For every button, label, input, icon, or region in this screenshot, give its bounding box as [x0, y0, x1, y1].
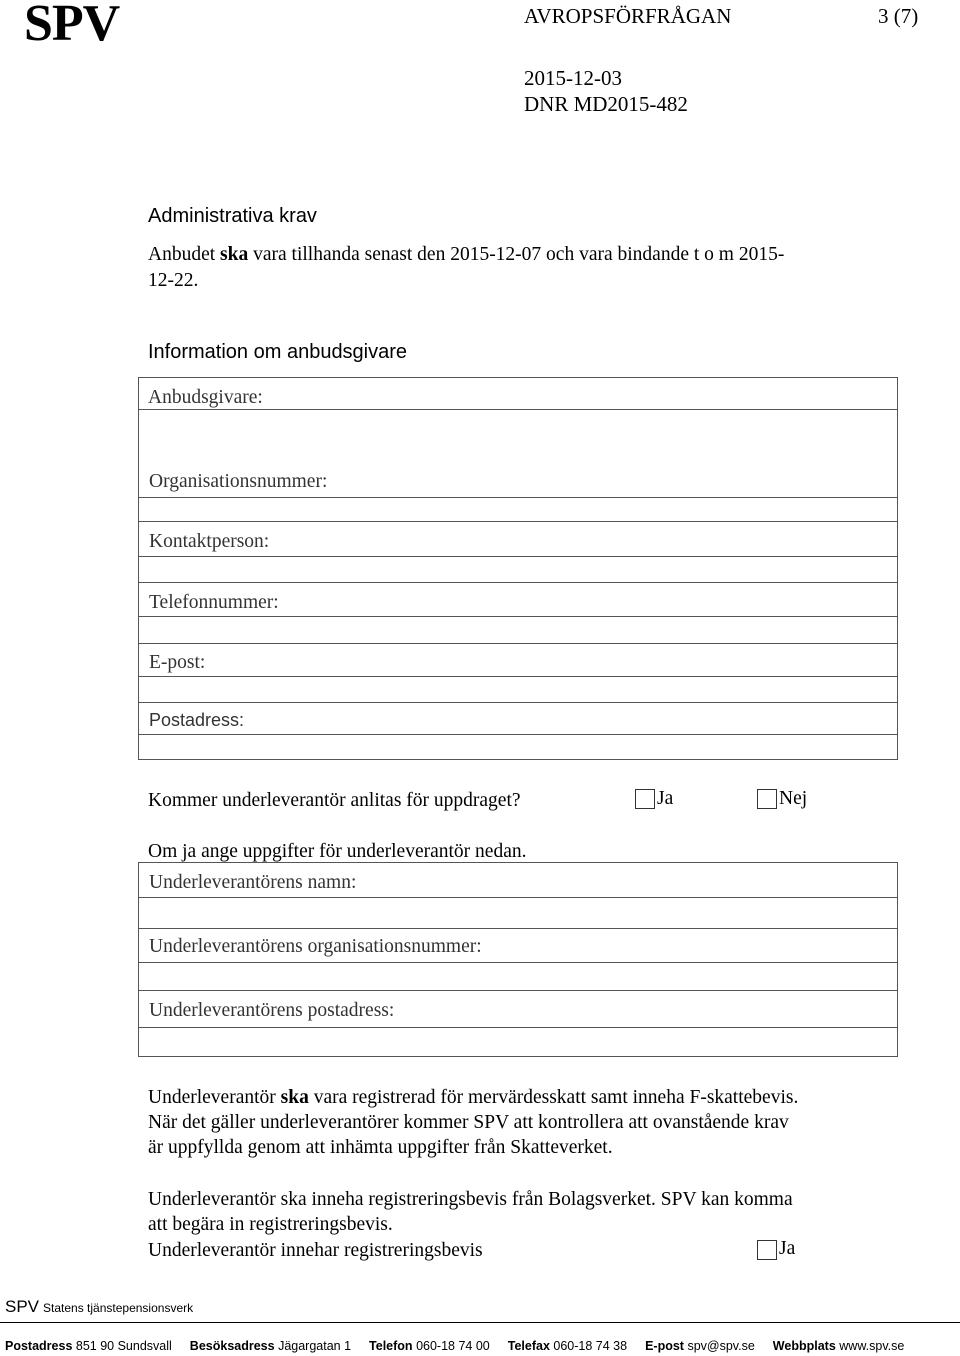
form-divider — [139, 990, 897, 991]
footer-label: Telefax — [507, 1339, 550, 1353]
form-divider — [139, 928, 897, 929]
subcontractor-no-label: Nej — [779, 788, 808, 809]
admin-text: vara tillhanda senast den 2015-12-07 och vara bindande t o m 2015- — [248, 244, 785, 265]
form-divider — [139, 497, 897, 498]
bidder-info-form — [138, 377, 898, 760]
vat-requirement — [148, 1085, 798, 1110]
subcontractor-yes-checkbox[interactable] — [635, 789, 655, 809]
bidder-name-field[interactable] — [141, 411, 895, 495]
form-divider — [139, 897, 897, 898]
contact-field[interactable] — [141, 558, 895, 580]
phone-label: Telefonnummer: — [149, 592, 279, 613]
footer-label: E-post — [645, 1339, 684, 1353]
registration-line2: att begära in registreringsbevis. — [148, 1214, 393, 1235]
orgnr-field[interactable] — [141, 499, 895, 519]
form-divider — [139, 521, 897, 522]
footer-value: Jägargatan 1 — [278, 1339, 352, 1353]
footer-org-full: Statens tjänstepensionsverk — [43, 1301, 194, 1315]
page-number: 3 (7) — [878, 4, 919, 28]
has-registration-question: Underleverantör innehar registreringsbevis — [148, 1240, 483, 1261]
form-divider — [139, 556, 897, 557]
footer-label: Webbplats — [772, 1339, 836, 1353]
form-divider — [139, 702, 897, 703]
sub-postal-label: Underleverantörens postadress: — [149, 1000, 395, 1021]
orgnr-label: Organisationsnummer: — [149, 471, 328, 492]
footer-website-link[interactable]: www.spv.se — [839, 1339, 905, 1353]
footer-label: Besöksadress — [189, 1339, 275, 1353]
req-bold-text: ska — [280, 1087, 309, 1108]
subcontractor-form — [138, 862, 898, 1057]
footer-label: Telefon — [369, 1339, 413, 1353]
admin-text: Anbudet — [148, 244, 221, 265]
footer-value: 851 90 Sundsvall — [75, 1339, 172, 1353]
sub-name-field[interactable] — [141, 899, 895, 926]
contact-label: Kontaktperson: — [149, 531, 270, 552]
sub-name-label: Underleverantörens namn: — [149, 872, 357, 893]
control-line2: är uppfyllda genom att inhämta uppgifter från Skatteverket. — [148, 1137, 613, 1158]
document-date: 2015-12-03 — [524, 66, 622, 90]
subcontractor-instruction: Om ja ange uppgifter för underleverantör nedan. — [148, 841, 527, 862]
admin-deadline-line2: 12-22. — [148, 270, 199, 291]
footer-value: 060-18 74 00 — [416, 1339, 490, 1353]
info-heading: Information om anbudsgivare — [148, 341, 408, 363]
form-divider — [139, 582, 897, 583]
subcontractor-question: Kommer underleverantör anlitas för uppdraget? — [148, 790, 521, 811]
control-line1: När det gäller underleverantörer kommer SPV att kontrollera att ovanstående krav — [148, 1112, 789, 1133]
footer-email-link[interactable]: spv@spv.se — [687, 1339, 755, 1353]
subcontractor-no-checkbox[interactable] — [757, 789, 777, 809]
footer-org-abbr: SPV — [5, 1297, 40, 1316]
sub-orgnr-label: Underleverantörens organisationsnummer: — [149, 936, 482, 957]
spv-logo: SPV — [24, 0, 120, 52]
form-divider — [139, 616, 897, 617]
sub-postal-field[interactable] — [141, 1029, 895, 1055]
footer-organization — [5, 1297, 193, 1317]
admin-bold-text: ska — [220, 244, 249, 265]
footer-value: 060-18 74 38 — [553, 1339, 628, 1353]
footer-contact-info — [5, 1339, 904, 1353]
document-dnr: DNR MD2015-482 — [524, 92, 688, 116]
sub-orgnr-field[interactable] — [141, 964, 895, 988]
email-label: E-post: — [149, 652, 206, 673]
subcontractor-yes-label: Ja — [657, 788, 674, 809]
req-text: vara registrerad för mervärdesskatt samt inneha F-skattebevis. — [308, 1087, 799, 1108]
document-type: AVROPSFÖRFRÅGAN — [524, 4, 732, 28]
footer-label: Postadress — [5, 1339, 73, 1353]
anbudsgivare-label: Anbudsgivare: — [148, 387, 263, 408]
postal-address-label: Postadress: — [149, 710, 245, 730]
admin-deadline-line1 — [148, 242, 784, 267]
form-divider — [139, 409, 897, 410]
form-divider — [139, 676, 897, 677]
phone-field[interactable] — [141, 618, 895, 641]
has-registration-yes-label: Ja — [779, 1238, 796, 1259]
postal-address-field[interactable] — [141, 736, 895, 756]
has-registration-yes-checkbox[interactable] — [757, 1240, 777, 1260]
footer-divider — [0, 1322, 960, 1323]
req-text: Underleverantör — [148, 1087, 281, 1108]
form-divider — [139, 643, 897, 644]
form-divider — [139, 962, 897, 963]
form-divider — [139, 734, 897, 735]
form-divider — [139, 1027, 897, 1028]
email-field[interactable] — [141, 678, 895, 700]
registration-line1: Underleverantör ska inneha registreringsbevis från Bolagsverket. SPV kan komma — [148, 1189, 793, 1210]
admin-heading: Administrativa krav — [148, 205, 317, 227]
